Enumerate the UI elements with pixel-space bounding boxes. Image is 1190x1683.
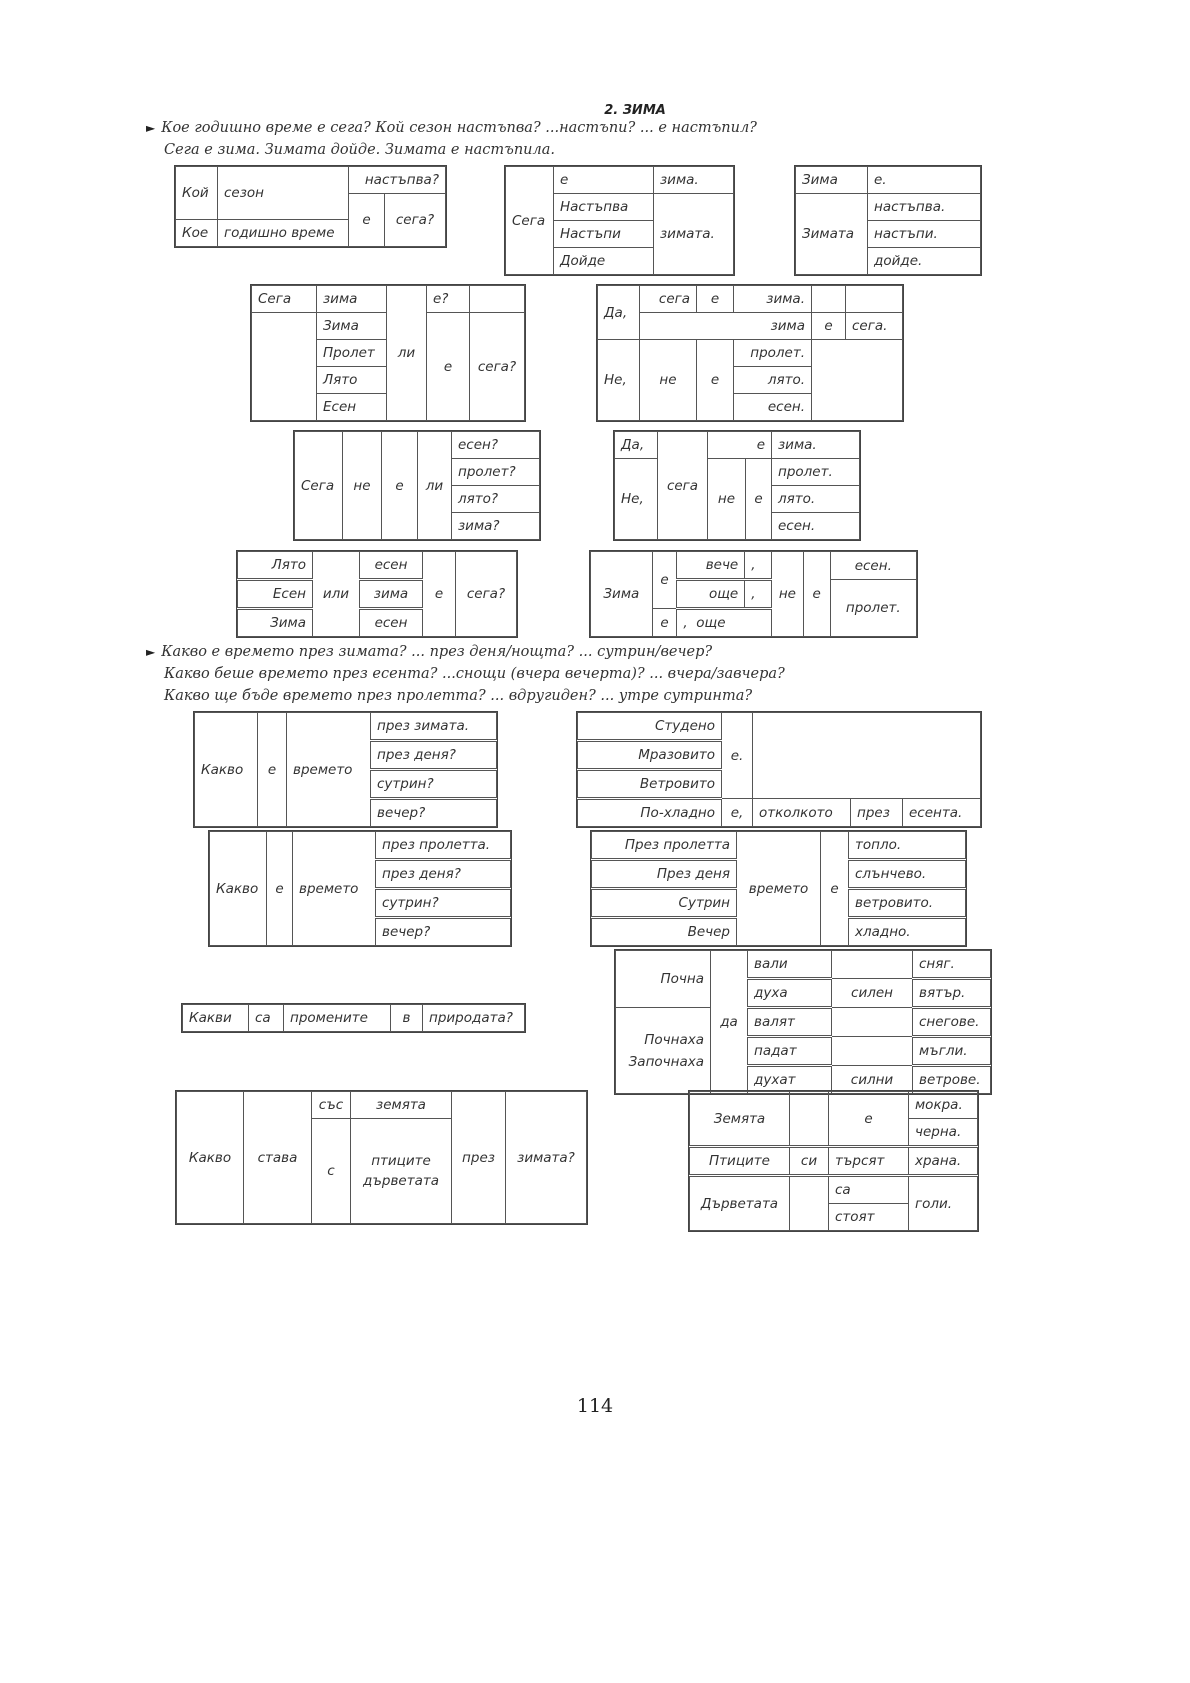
cell bbox=[470, 286, 525, 313]
cell: през bbox=[851, 799, 903, 827]
cell: дойде. bbox=[868, 248, 981, 275]
cell: есен. bbox=[734, 394, 812, 421]
table-yes-no-now bbox=[614, 431, 860, 540]
question-line: Какво ще бъде времето през пролетта? ... вдругиден? ... утре сутринта? bbox=[164, 688, 753, 704]
cell: зима. bbox=[654, 167, 734, 194]
cell: времето bbox=[287, 713, 371, 827]
cell: е bbox=[267, 832, 293, 946]
table-earth-birds-trees bbox=[689, 1091, 978, 1231]
cell: пролет? bbox=[452, 459, 540, 486]
cell: сутрин? bbox=[371, 770, 497, 799]
cell: със bbox=[312, 1092, 351, 1119]
cell: е bbox=[746, 459, 772, 540]
cell bbox=[812, 340, 903, 421]
cell: Лято bbox=[238, 552, 313, 580]
cell: е bbox=[708, 432, 772, 459]
cell: духат bbox=[748, 1066, 832, 1094]
cell: през bbox=[452, 1092, 506, 1224]
table-what-happens bbox=[176, 1091, 587, 1224]
question-line bbox=[146, 117, 757, 139]
cell: зима bbox=[317, 286, 387, 313]
cell bbox=[812, 286, 846, 313]
cell bbox=[832, 951, 913, 979]
cell: Сега bbox=[295, 432, 343, 540]
comma-text: , bbox=[683, 615, 688, 631]
cell: зимата. bbox=[654, 194, 734, 275]
cell: Лято bbox=[317, 367, 387, 394]
cell: през зимата. bbox=[371, 713, 497, 741]
table-yes-no-answer bbox=[597, 285, 903, 421]
cell: Дойде bbox=[554, 248, 654, 275]
cell bbox=[846, 286, 903, 313]
cell-line: дърветата bbox=[363, 1173, 439, 1189]
cell-text: още bbox=[696, 615, 726, 631]
arrow-icon: ► bbox=[146, 645, 156, 659]
cell: мъгли. bbox=[913, 1037, 991, 1066]
cell-line: Почнаха bbox=[644, 1031, 704, 1048]
cell: природата? bbox=[423, 1005, 525, 1032]
cell: Зима bbox=[591, 552, 653, 637]
cell: са bbox=[829, 1176, 909, 1204]
cell: е bbox=[829, 1092, 909, 1147]
table-season-or bbox=[237, 551, 517, 637]
cell: отколкото bbox=[753, 799, 851, 827]
cell bbox=[351, 1119, 452, 1224]
cell: сезон bbox=[218, 167, 349, 220]
cell: сега. bbox=[846, 313, 903, 340]
cell: Зима bbox=[796, 167, 868, 194]
cell: лято. bbox=[734, 367, 812, 394]
table-weather-cold bbox=[577, 712, 981, 827]
table-winter-came bbox=[795, 166, 981, 275]
cell: е bbox=[382, 432, 418, 540]
cell: Дърветата bbox=[690, 1176, 790, 1231]
cell: са bbox=[249, 1005, 284, 1032]
cell: Сутрин bbox=[592, 889, 737, 918]
cell bbox=[790, 1176, 829, 1231]
cell: настъпи. bbox=[868, 221, 981, 248]
table-now-winter bbox=[505, 166, 734, 275]
cell: ветровито. bbox=[849, 889, 966, 918]
cell: ли bbox=[418, 432, 452, 540]
cell: По-хладно bbox=[578, 799, 722, 827]
cell: не bbox=[771, 552, 803, 637]
cell: валят bbox=[748, 1008, 832, 1037]
cell: е bbox=[697, 286, 734, 313]
cell: слънчево. bbox=[849, 860, 966, 889]
cell: Настъпи bbox=[554, 221, 654, 248]
cell: сутрин? bbox=[376, 889, 511, 918]
cell: времето bbox=[293, 832, 376, 946]
cell: Какви bbox=[183, 1005, 249, 1032]
cell bbox=[832, 1008, 913, 1037]
cell: с bbox=[312, 1119, 351, 1224]
cell: есен? bbox=[452, 432, 540, 459]
cell: Мразовито bbox=[578, 741, 722, 770]
cell: сега? bbox=[470, 313, 525, 421]
cell: не bbox=[640, 340, 697, 421]
cell: промените bbox=[284, 1005, 391, 1032]
cell: е bbox=[652, 609, 677, 637]
cell: През пролетта bbox=[592, 832, 737, 860]
cell: времето bbox=[737, 832, 821, 946]
cell: вечер? bbox=[376, 918, 511, 946]
page-number: 114 bbox=[576, 1395, 614, 1417]
cell-line: Започнаха bbox=[628, 1053, 704, 1070]
question-line: Какво беше времето през есента? ...снощи (вчера вечерта)? ... вчера/завчера? bbox=[164, 666, 785, 682]
cell: е bbox=[821, 832, 849, 946]
cell: зима. bbox=[734, 286, 812, 313]
cell: Сега bbox=[252, 286, 317, 313]
cell: Настъпва bbox=[554, 194, 654, 221]
cell: през деня? bbox=[376, 860, 511, 889]
cell: да bbox=[711, 951, 748, 1094]
table-already-still bbox=[590, 551, 917, 637]
cell: е bbox=[258, 713, 287, 827]
cell: е bbox=[812, 313, 846, 340]
cell: ветрове. bbox=[913, 1066, 991, 1094]
cell: през пролетта. bbox=[376, 832, 511, 860]
cell: Почна bbox=[616, 951, 711, 1008]
cell: в bbox=[391, 1005, 423, 1032]
cell: настъпва? bbox=[349, 167, 446, 194]
cell: Кой bbox=[176, 167, 218, 220]
cell: есента. bbox=[903, 799, 981, 827]
table-weather-winter-q bbox=[194, 712, 497, 827]
page-title: 2. ЗИМА bbox=[604, 103, 666, 118]
table-is-it-now bbox=[251, 285, 525, 421]
cell: е, bbox=[722, 799, 753, 827]
cell: е bbox=[349, 194, 385, 247]
cell-line: птиците bbox=[371, 1153, 431, 1169]
cell: пролет. bbox=[830, 580, 916, 637]
table-changes-nature bbox=[182, 1004, 525, 1032]
cell: лято? bbox=[452, 486, 540, 513]
cell: пролет. bbox=[734, 340, 812, 367]
cell: силни bbox=[832, 1066, 913, 1094]
cell: зимата? bbox=[506, 1092, 587, 1224]
cell bbox=[677, 609, 772, 637]
cell bbox=[252, 313, 317, 421]
question-text: Кое годишно време е сега? Кой сезон настъпва? ...настъпи? ... е настъпил? bbox=[161, 120, 757, 136]
cell: Не, bbox=[615, 459, 658, 540]
cell: Какво bbox=[195, 713, 258, 827]
cell: Какво bbox=[177, 1092, 244, 1224]
cell: черна. bbox=[909, 1119, 978, 1147]
cell: есен bbox=[360, 609, 423, 637]
cell: снегове. bbox=[913, 1008, 991, 1037]
cell: , bbox=[745, 580, 772, 609]
cell: годишно време bbox=[218, 220, 349, 247]
cell: През деня bbox=[592, 860, 737, 889]
cell: не bbox=[708, 459, 746, 540]
cell: Вечер bbox=[592, 918, 737, 946]
cell: Не, bbox=[598, 340, 640, 421]
cell: Птиците bbox=[690, 1147, 790, 1176]
cell: не bbox=[343, 432, 382, 540]
cell: Ветровито bbox=[578, 770, 722, 799]
cell: си bbox=[790, 1147, 829, 1176]
cell bbox=[832, 1037, 913, 1066]
cell: земята bbox=[351, 1092, 452, 1119]
cell: вечер? bbox=[371, 799, 497, 827]
cell: ли bbox=[387, 286, 427, 421]
table-is-it-not bbox=[294, 431, 540, 540]
cell: храна. bbox=[909, 1147, 978, 1176]
table-started-to bbox=[615, 950, 991, 1094]
cell: Сега bbox=[506, 167, 554, 275]
cell: силен bbox=[832, 979, 913, 1008]
cell: Зимата bbox=[796, 194, 868, 275]
table-season-question bbox=[175, 166, 446, 247]
cell: Зима bbox=[317, 313, 387, 340]
question-line bbox=[146, 641, 712, 663]
table-weather-spring-q bbox=[209, 831, 511, 946]
cell: е. bbox=[722, 713, 753, 799]
cell: сега? bbox=[385, 194, 446, 247]
arrow-icon: ► bbox=[146, 121, 156, 135]
cell: топло. bbox=[849, 832, 966, 860]
cell bbox=[753, 713, 981, 799]
cell: Есен bbox=[317, 394, 387, 421]
cell: Земята bbox=[690, 1092, 790, 1147]
cell: е bbox=[652, 552, 677, 609]
cell: е bbox=[697, 340, 734, 421]
cell: е bbox=[554, 167, 654, 194]
cell: е. bbox=[868, 167, 981, 194]
cell: е bbox=[427, 313, 470, 421]
cell: мокра. bbox=[909, 1092, 978, 1119]
cell: Есен bbox=[238, 580, 313, 609]
cell: , bbox=[745, 552, 772, 580]
cell: Зима bbox=[238, 609, 313, 637]
cell: търсят bbox=[829, 1147, 909, 1176]
cell: есен. bbox=[830, 552, 916, 580]
cell: зима. bbox=[772, 432, 860, 459]
cell bbox=[790, 1092, 829, 1147]
cell: сняг. bbox=[913, 951, 991, 979]
cell: сега? bbox=[456, 552, 517, 637]
cell bbox=[616, 1008, 711, 1094]
cell: хладно. bbox=[849, 918, 966, 946]
cell: сега bbox=[640, 286, 697, 313]
cell: голи. bbox=[909, 1176, 978, 1231]
cell: зима bbox=[640, 313, 812, 340]
cell: духа bbox=[748, 979, 832, 1008]
cell: есен. bbox=[772, 513, 860, 540]
cell: Студено bbox=[578, 713, 722, 741]
cell: е bbox=[803, 552, 830, 637]
cell: зима bbox=[360, 580, 423, 609]
table-weather-spring-a bbox=[591, 831, 966, 946]
cell: Какво bbox=[210, 832, 267, 946]
cell: през деня? bbox=[371, 741, 497, 770]
cell: падат bbox=[748, 1037, 832, 1066]
cell: зима? bbox=[452, 513, 540, 540]
cell: пролет. bbox=[772, 459, 860, 486]
answer-line: Сега е зима. Зимата дойде. Зимата е настъпила. bbox=[164, 142, 555, 158]
cell: лято. bbox=[772, 486, 860, 513]
cell: е bbox=[423, 552, 456, 637]
cell: стоят bbox=[829, 1204, 909, 1231]
cell: вали bbox=[748, 951, 832, 979]
cell: още bbox=[677, 580, 745, 609]
cell: Да, bbox=[598, 286, 640, 340]
cell: Да, bbox=[615, 432, 658, 459]
cell: вятър. bbox=[913, 979, 991, 1008]
cell: е? bbox=[427, 286, 470, 313]
cell: Пролет bbox=[317, 340, 387, 367]
cell: настъпва. bbox=[868, 194, 981, 221]
cell: есен bbox=[360, 552, 423, 580]
cell: сега bbox=[658, 432, 708, 540]
cell: или bbox=[313, 552, 360, 637]
question-text: Какво е времето през зимата? ... през деня/нощта? ... сутрин/вечер? bbox=[161, 644, 713, 660]
cell: Кое bbox=[176, 220, 218, 247]
cell: става bbox=[244, 1092, 312, 1224]
cell: вече bbox=[677, 552, 745, 580]
